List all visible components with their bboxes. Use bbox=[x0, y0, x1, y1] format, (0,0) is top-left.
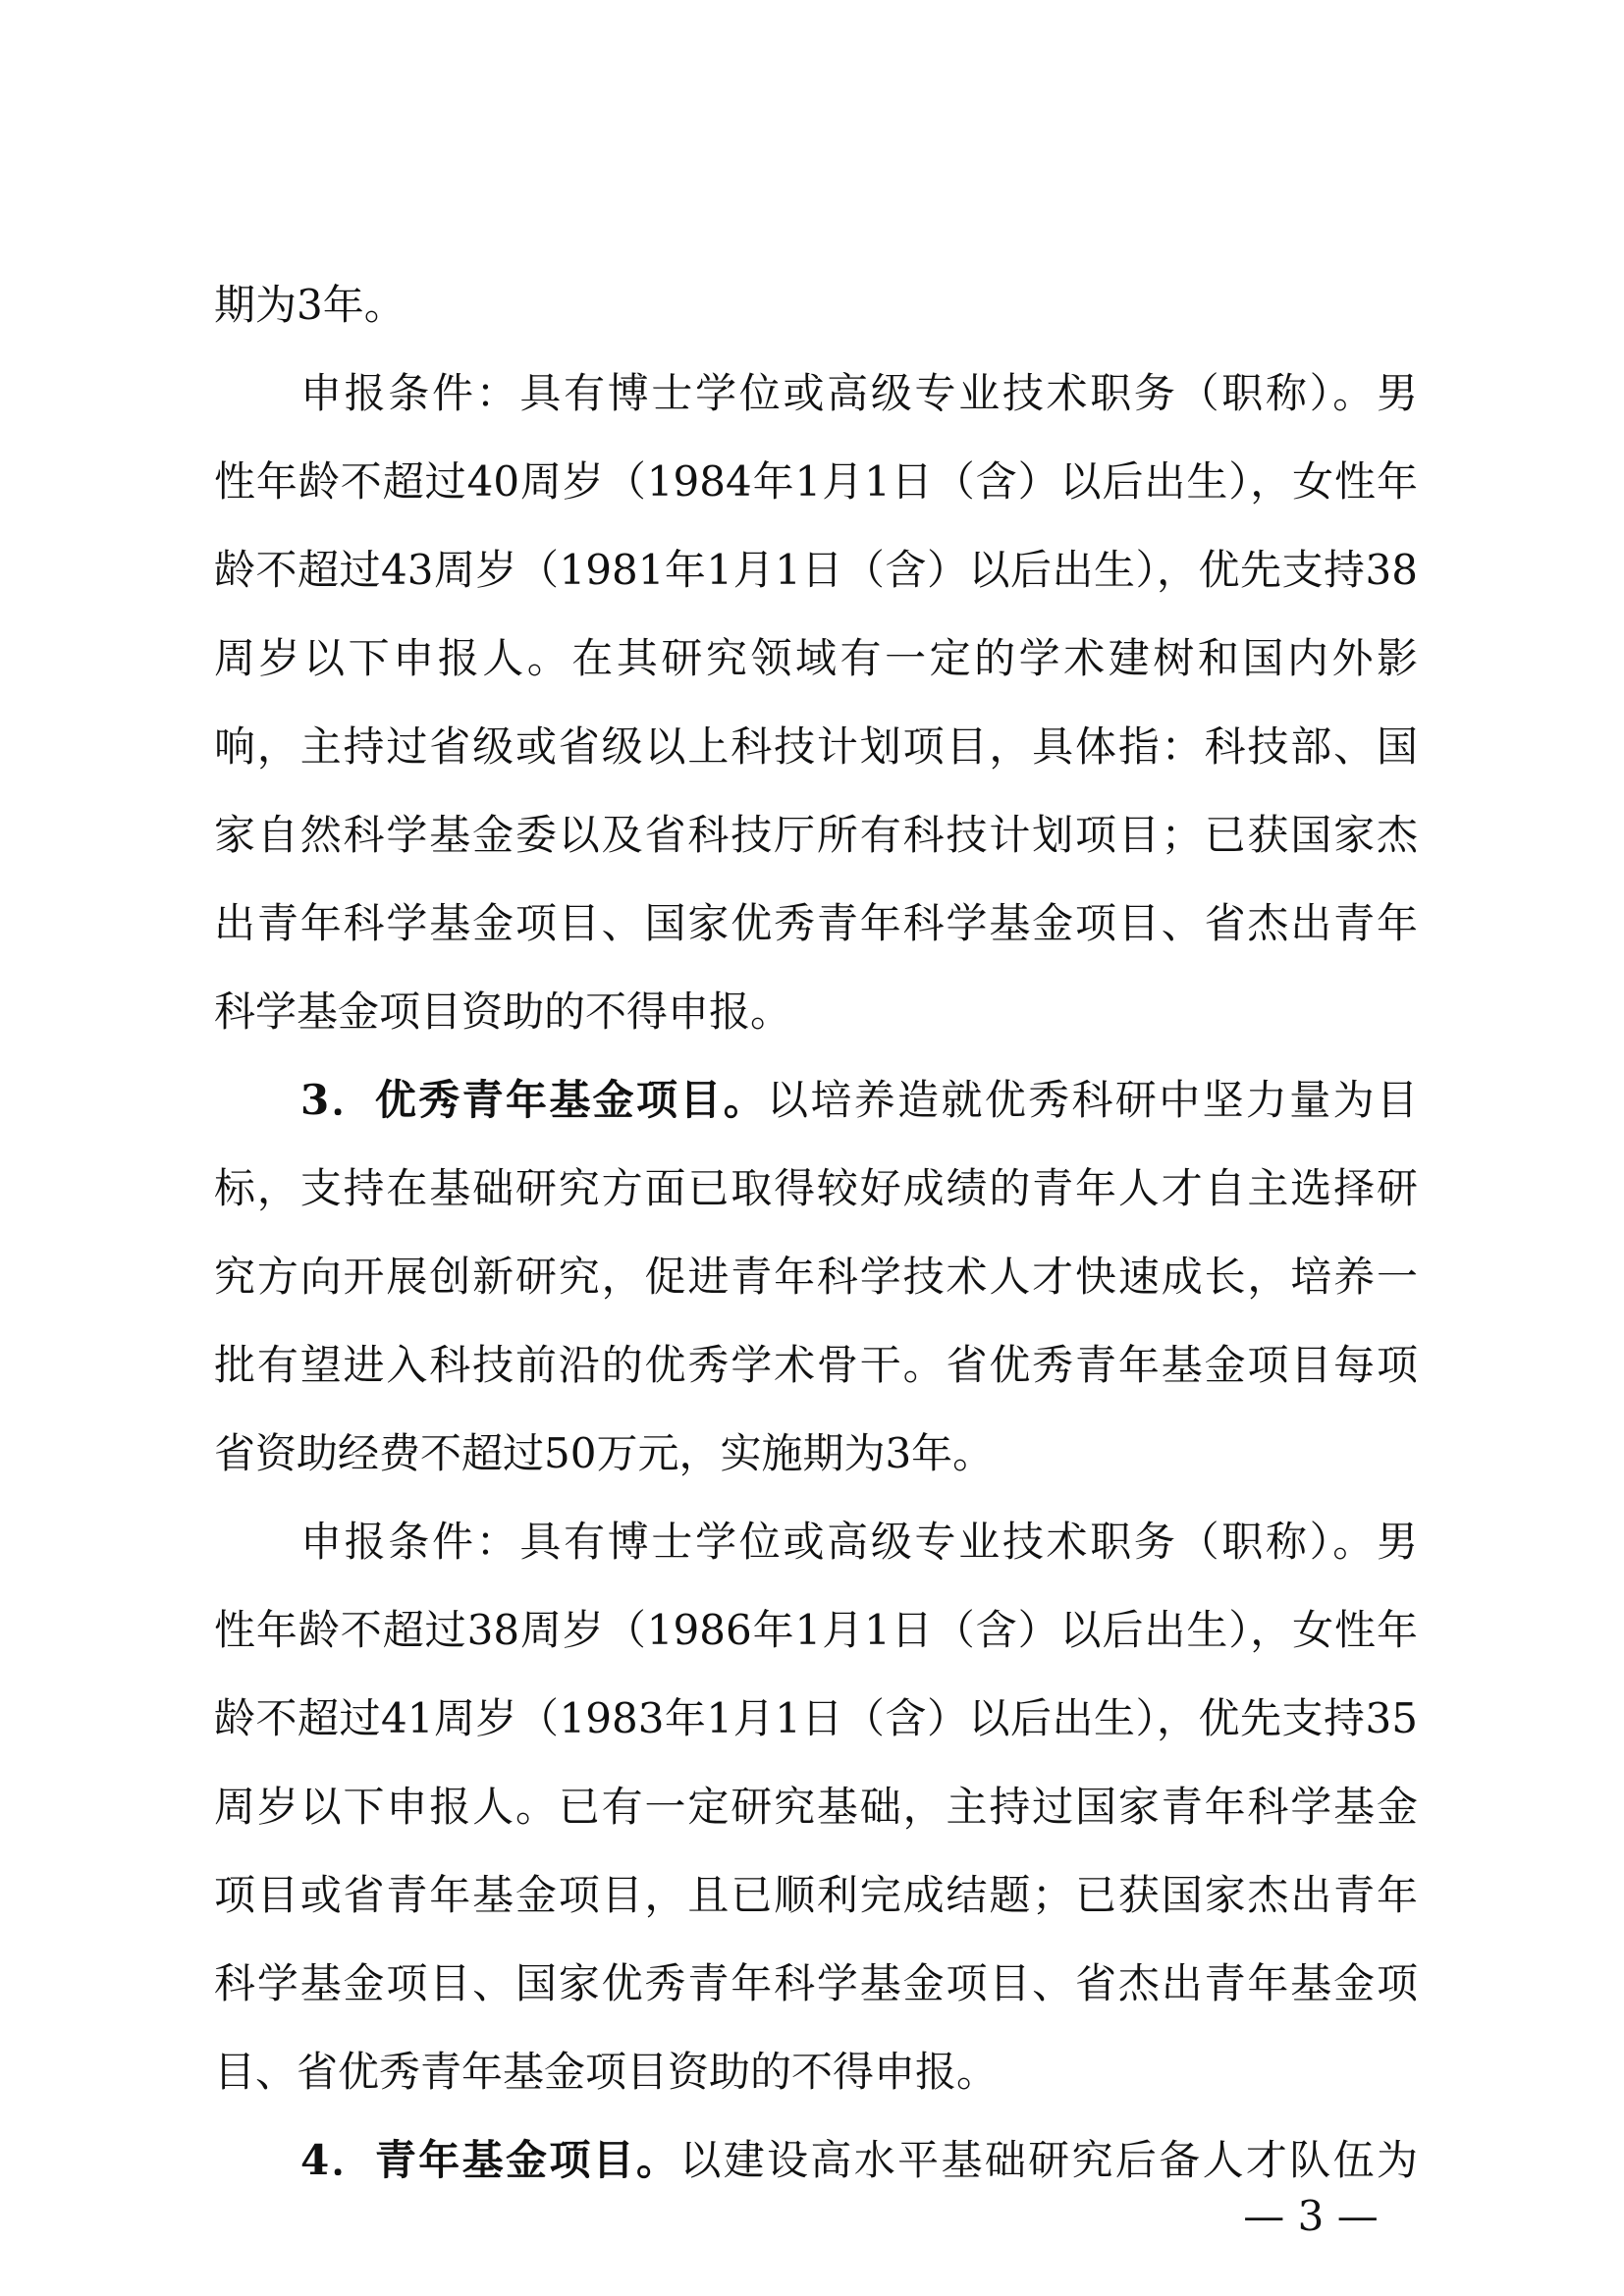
text-line: 性年龄不超过38周岁（1986年1月1日（含）以后出生），女性年 bbox=[214, 1606, 1418, 1654]
section-heading: 3．优秀青年基金项目。 bbox=[300, 1076, 768, 1124]
text-line: 期为3年。 bbox=[214, 281, 406, 329]
text-line: 性年龄不超过40周岁（1984年1月1日（含）以后出生），女性年 bbox=[214, 457, 1418, 506]
text-line: 龄不超过41周岁（1983年1月1日（含）以后出生），优先支持35 bbox=[214, 1694, 1418, 1742]
text-line: 周岁以下申报人。在其研究领域有一定的学术建树和国内外影 bbox=[214, 634, 1418, 682]
text-line: 目、省优秀青年基金项目资助的不得申报。 bbox=[214, 2048, 999, 2096]
text-line: 家自然科学基金委以及省科技厅所有科技计划项目；已获国家杰 bbox=[214, 811, 1418, 859]
text-line: 申报条件：具有博士学位或高级专业技术职务（职称）。男 bbox=[300, 369, 1418, 417]
text-fragment: 以培养造就优秀科研中坚力量为目 bbox=[767, 1076, 1418, 1124]
text-line: 省资助经费不超过50万元，实施期为3年。 bbox=[214, 1429, 995, 1477]
section-heading: 4．青年基金项目。 bbox=[300, 2136, 680, 2184]
text-line: 项目或省青年基金项目，且已顺利完成结题；已获国家杰出青年 bbox=[214, 1871, 1418, 1919]
section-3-first-line bbox=[300, 1061, 1418, 1140]
text-line: 出青年科学基金项目、国家优秀青年科学基金项目、省杰出青年 bbox=[214, 899, 1418, 947]
text-line: 周岁以下申报人。已有一定研究基础，主持过国家青年科学基金 bbox=[214, 1783, 1418, 1831]
text-line: 龄不超过43周岁（1981年1月1日（含）以后出生），优先支持38 bbox=[214, 546, 1418, 594]
text-fragment: 以建设高水平基础研究后备人才队伍为 bbox=[679, 2136, 1418, 2184]
text-line: 批有望进入科技前沿的优秀学术骨干。省优秀青年基金项目每项 bbox=[214, 1341, 1418, 1389]
text-line: 响，主持过省级或省级以上科技计划项目，具体指：科技部、国 bbox=[214, 722, 1418, 771]
page-number: — 3 — bbox=[1243, 2192, 1379, 2240]
text-line: 科学基金项目资助的不得申报。 bbox=[214, 988, 792, 1036]
text-line: 究方向开展创新研究，促进青年科学技术人才快速成长，培养一 bbox=[214, 1253, 1418, 1301]
text-line: 申报条件：具有博士学位或高级专业技术职务（职称）。男 bbox=[300, 1518, 1418, 1566]
text-line: 标，支持在基础研究方面已取得较好成绩的青年人才自主选择研 bbox=[214, 1164, 1418, 1212]
text-line: 科学基金项目、国家优秀青年科学基金项目、省杰出青年基金项 bbox=[214, 1959, 1418, 2007]
